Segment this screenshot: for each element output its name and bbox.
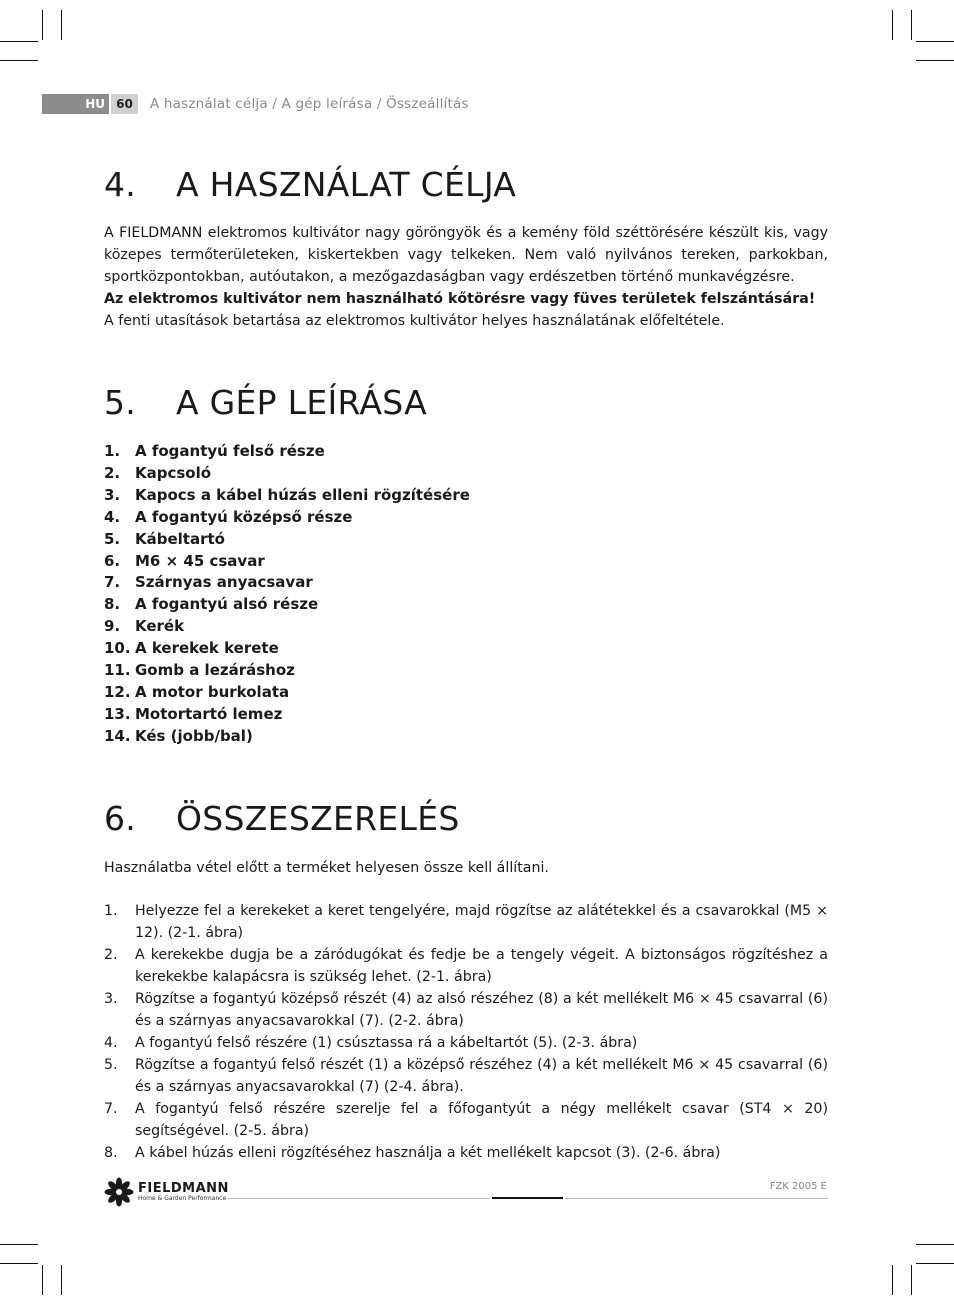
- purpose-paragraph: A FIELDMANN elektromos kultivátor nagy göröngyök és a kemény föld széttörésére készült kis, vagy közepes termőterületeken, kiskertekben vagy telkeken. Nem való nyilvános tereken, parkokban, sportközpontokban, autóutakon, a mezőgazdaságban vagy erdészetben történő munkavégzésre.: [104, 225, 828, 285]
- part-label: Kapcsoló: [135, 463, 212, 482]
- crop-mark: [911, 1265, 912, 1295]
- step-text: Rögzítse a fogantyú középső részét (4) az alsó részéhez (8) a két mellékelt M6 × 45 csavarral (6) és a szárnyas anyacsavarokkal (7). (2-2. ábra): [135, 991, 828, 1029]
- part-number: 11.: [104, 661, 131, 680]
- part-label: A motor burkolata: [135, 682, 290, 701]
- step-text: A fogantyú felső részére szerelje fel a főfogantyút a négy mellékelt csavar (ST4 × 20) segítségével. (2-5. ábra): [135, 1101, 828, 1139]
- assembly-steps: [104, 900, 828, 1164]
- step-text: A kerekekbe dugja be a záródugókat és fedje be a tengely végeit. A biztonságos rögzítéshez a kerekekbe kalapácsra is szükség lehet. (2-1. ábra): [135, 947, 828, 985]
- part-label: Gomb a lezáráshoz: [135, 661, 295, 680]
- step-number: 1.: [104, 903, 118, 919]
- part-label: M6 × 45 csavar: [135, 551, 265, 570]
- part-label: A fogantyú alsó része: [135, 595, 319, 614]
- crop-mark: [892, 1265, 893, 1295]
- part-label: A fogantyú felső része: [135, 442, 325, 460]
- crop-mark: [61, 1265, 62, 1295]
- part-number: 7.: [104, 573, 121, 592]
- part-number: 4.: [104, 507, 121, 526]
- parts-list: [104, 441, 470, 748]
- page-number: 60: [111, 94, 138, 114]
- assembly-step: [104, 1142, 828, 1164]
- part-label: Kés (jobb/bal): [135, 726, 253, 745]
- assembly-step: [104, 944, 828, 988]
- part-number: 8.: [104, 595, 121, 614]
- assembly-step: [104, 900, 828, 944]
- crop-mark: [916, 41, 954, 42]
- step-text: A fogantyú felső részére (1) csúsztassa rá a kábeltartót (5). (2-3. ábra): [135, 1035, 638, 1051]
- part-item: [104, 463, 470, 485]
- part-label: Szárnyas anyacsavar: [135, 573, 313, 592]
- part-item: [104, 638, 470, 660]
- purpose-warning: Az elektromos kultivátor nem használható kőtörésre vagy füves területek felszántására!: [104, 291, 816, 307]
- part-label: A kerekek kerete: [135, 639, 279, 658]
- crop-mark: [0, 41, 38, 42]
- step-number: 2.: [104, 947, 118, 963]
- crop-mark: [916, 60, 954, 61]
- section-number: 5.: [104, 383, 137, 422]
- page-header: [42, 94, 469, 114]
- assembly-step: [104, 1032, 828, 1054]
- crop-mark: [0, 1244, 38, 1245]
- section-title: A HASZNÁLAT CÉLJA: [176, 165, 517, 204]
- part-item: [104, 485, 470, 507]
- purpose-note: A fenti utasítások betartása az elektromos kultivátor helyes használatának előfeltétele.: [104, 313, 725, 329]
- section-heading-description: [104, 383, 427, 422]
- section-heading-purpose: [104, 165, 516, 204]
- part-item: [104, 507, 470, 529]
- step-number: 8.: [104, 1145, 118, 1161]
- brand-tagline: Home & Garden Performance: [138, 1194, 227, 1202]
- language-badge: HU: [42, 94, 109, 114]
- part-item: [104, 594, 470, 616]
- part-number: 10.: [104, 639, 131, 658]
- step-text: A kábel húzás elleni rögzítéséhez használja a két mellékelt kapcsot (3). (2-6. ábra): [135, 1145, 721, 1161]
- section-heading-assembly: [104, 799, 460, 838]
- crop-mark: [42, 1265, 43, 1295]
- part-label: Kábeltartó: [135, 529, 225, 548]
- assembly-intro: Használatba vétel előtt a terméket helyesen össze kell állítani.: [104, 860, 549, 876]
- part-number: 14.: [104, 726, 131, 745]
- purpose-body: [104, 222, 828, 332]
- crop-mark: [0, 1263, 38, 1264]
- crop-mark: [42, 10, 43, 40]
- part-label: A fogantyú középső része: [135, 507, 353, 526]
- assembly-intro-block: [104, 857, 828, 879]
- step-number: 3.: [104, 991, 118, 1007]
- step-text: Rögzítse a fogantyú felső részét (1) a középső részéhez (4) a két mellékelt M6 × 45 csavarral (6) és a szárnyas anyacsavarokkal (7) (2-4. ábra).: [135, 1057, 828, 1095]
- crop-mark: [916, 1244, 954, 1245]
- assembly-step: [104, 988, 828, 1032]
- part-item: [104, 726, 470, 748]
- section-number: 4.: [104, 165, 137, 204]
- part-item: [104, 660, 470, 682]
- part-number: 2.: [104, 463, 121, 482]
- crop-mark: [911, 10, 912, 40]
- part-label: Kerék: [135, 617, 185, 636]
- footer-rule-accent: [492, 1197, 563, 1199]
- part-number: 9.: [104, 617, 121, 636]
- crop-mark: [61, 10, 62, 40]
- crop-mark: [916, 1263, 954, 1264]
- step-text: Helyezze fel a kerekeket a keret tengelyére, majd rögzítse az alátétekkel és a csavarokkal (M5 × 12). (2-1. ábra): [135, 903, 828, 941]
- part-item: [104, 616, 470, 638]
- part-number: 1.: [104, 442, 121, 460]
- section-title: ÖSSZESZERELÉS: [176, 799, 460, 838]
- assembly-step: [104, 1054, 828, 1098]
- flower-logo-icon: [104, 1177, 134, 1207]
- part-label: Motortartó lemez: [135, 704, 283, 723]
- step-number: 7.: [104, 1101, 118, 1117]
- running-title: A használat célja / A gép leírása / Összeállítás: [150, 96, 469, 112]
- part-number: 13.: [104, 704, 131, 723]
- section-number: 6.: [104, 799, 137, 838]
- footer-rule: [565, 1198, 828, 1199]
- assembly-step: [104, 1098, 828, 1142]
- crop-mark: [892, 10, 893, 40]
- step-number: 5.: [104, 1057, 118, 1073]
- part-number: 6.: [104, 551, 121, 570]
- part-number: 12.: [104, 682, 131, 701]
- crop-mark: [0, 60, 38, 61]
- brand-name: FIELDMANN: [138, 1180, 229, 1196]
- part-label: Kapocs a kábel húzás elleni rögzítésére: [135, 485, 470, 504]
- section-title: A GÉP LEÍRÁSA: [176, 383, 428, 422]
- part-number: 5.: [104, 529, 121, 548]
- model-number: FZK 2005 E: [769, 1181, 827, 1192]
- part-item: [104, 682, 470, 704]
- footer-rule: [228, 1198, 490, 1199]
- part-item: [104, 441, 470, 463]
- step-number: 4.: [104, 1035, 118, 1051]
- part-item: [104, 529, 470, 551]
- part-number: 3.: [104, 485, 121, 504]
- part-item: [104, 572, 470, 594]
- fieldmann-logo: [104, 1177, 229, 1207]
- part-item: [104, 704, 470, 726]
- part-item: [104, 551, 470, 573]
